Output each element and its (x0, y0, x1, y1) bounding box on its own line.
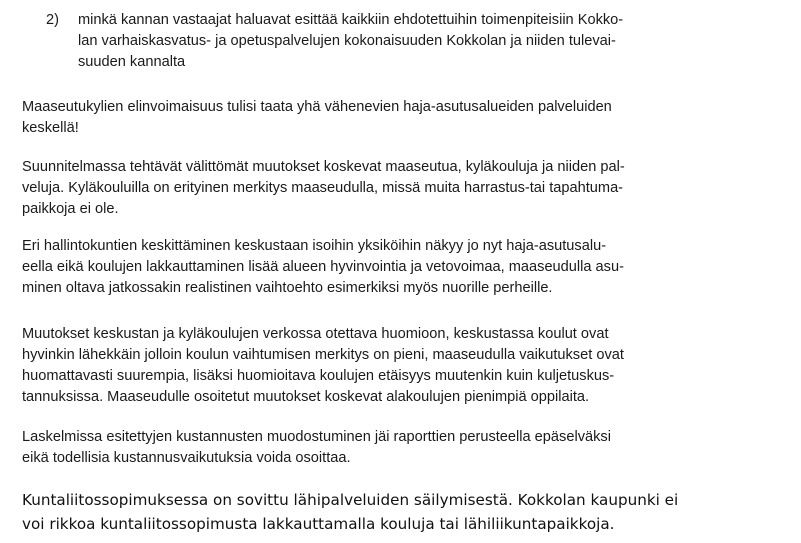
text-line: Laskelmissa esitettyjen kustannusten muodostuminen jäi raporttien perusteella epäselväksi (22, 429, 611, 445)
text-line: veluja. Kyläkouluilla on erityinen merkitys maaseudulla, missä muita harrastus-tai tapahtuma- (22, 180, 624, 196)
text-line: Maaseutukylien elinvoimaisuus tulisi taata yhä vähenevien haja-asutusalueiden palveluiden (22, 99, 612, 115)
paragraph-school-network (22, 324, 782, 408)
text-line: hyvinkin lähekkäin jolloin koulun vaihtumisen merkitys on pieni, maaseudulla vaikutukset ovat (22, 347, 624, 363)
text-line: huomattavasti suurempia, lisäksi huomioitava koulujen etäisyys muutenkin kuin kuljetuskus- (22, 368, 615, 384)
text-line: Eri hallintokuntien keskittäminen keskustaan isoihin yksiköihin näkyy jo nyt haja-asutusalu- (22, 238, 607, 254)
text-line: minen oltava jatkossakin realistinen vaihtoehto esimerkiksi myös nuorille perheille. (22, 280, 553, 296)
text-line: Muutokset keskustan ja kyläkoulujen verkossa otettava huomioon, keskustassa koulut ovat (22, 326, 609, 342)
numbered-list-item (46, 10, 776, 73)
text-line: minkä kannan vastaajat haluavat esittää kaikkiin ehdotettuihin toimenpiteisiin Kokko- (78, 12, 624, 28)
text-line: Suunnitelmassa tehtävät välittömät muutokset koskevat maaseutua, kyläkouluja ja niiden pal- (22, 159, 625, 175)
text-line: paikkoja ei ole. (22, 201, 119, 217)
list-item-text (78, 10, 776, 73)
paragraph-centralization (22, 236, 782, 299)
paragraph-cost-calculations (22, 427, 782, 469)
text-line: Kuntaliitossopimuksessa on sovittu lähipalveluiden säilymisestä. Kokkolan kaupunki ei (22, 491, 679, 509)
text-line: eikä todellisia kustannusvaikutuksia voida osoittaa. (22, 450, 351, 466)
text-line: suuden kannalta (78, 54, 186, 70)
paragraph-village-schools (22, 157, 782, 220)
text-line: eella eikä koulujen lakkauttaminen lisää alueen hyvinvointia ja vetovoimaa, maaseudulla asu- (22, 259, 624, 275)
text-line: tannuksissa. Maaseudulle osoitetut muutokset koskevat alakoulujen pienimpiä oppilaita. (22, 389, 590, 405)
text-line: lan varhaiskasvatus- ja opetuspalvelujen kokonaisuuden Kokkolan ja niiden tulevai- (78, 33, 616, 49)
paragraph-merger-agreement (22, 488, 782, 536)
text-line: keskellä! (22, 120, 79, 136)
paragraph-rural-vitality (22, 97, 782, 139)
text-line: voi rikkoa kuntaliitossopimusta lakkauttamalla kouluja tai lähiliikuntapaikkoja. (22, 515, 615, 533)
list-number: 2) (46, 12, 59, 28)
